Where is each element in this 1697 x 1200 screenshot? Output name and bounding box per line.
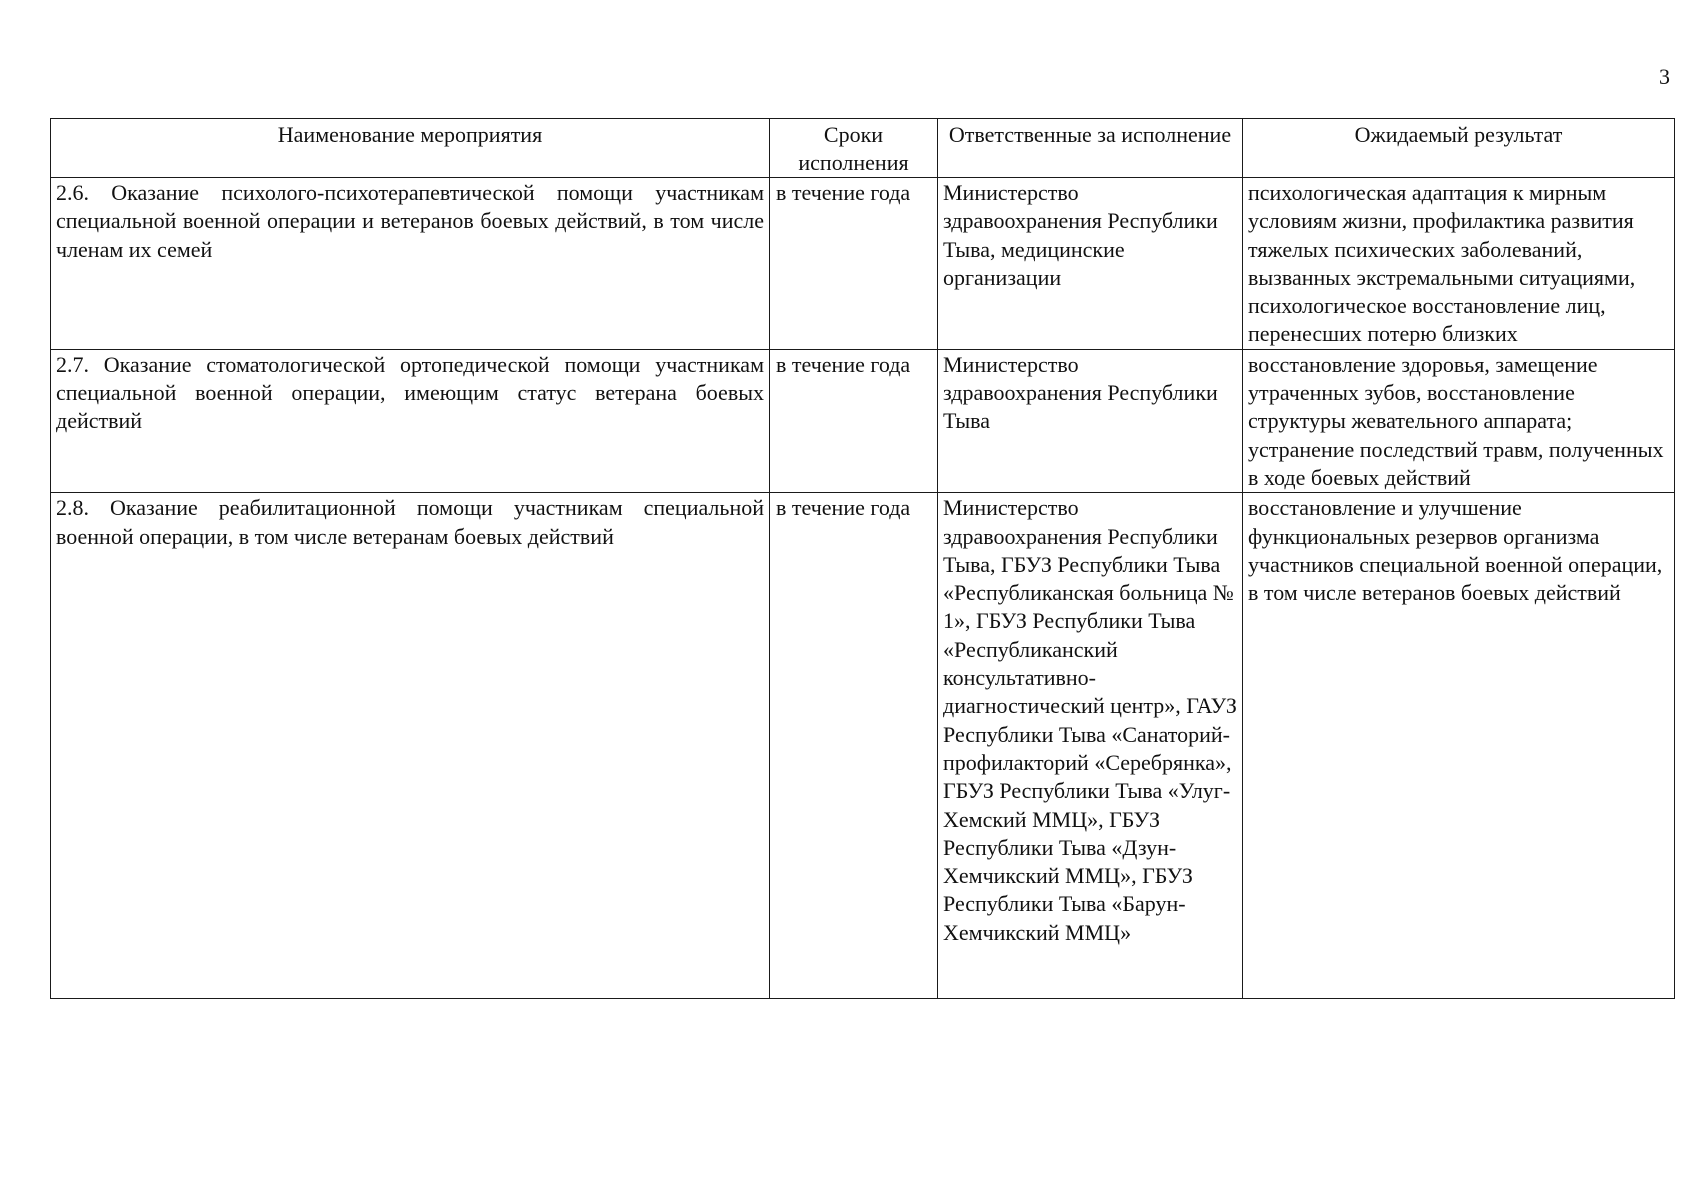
- cell-responsible: Министерство здравоохранения Республики Тыва, медицинские организации: [938, 178, 1243, 350]
- cell-measure: 2.6. Оказание психолого-психотерапевтической помощи участникам специальной военной операции и ветеранов боевых действий, в том числе членам их семей: [51, 178, 770, 350]
- table-row: [51, 178, 1675, 350]
- table-row: [51, 493, 1675, 999]
- cell-measure: 2.7. Оказание стоматологической ортопедической помощи участникам специальной военной операции, имеющим статус ветерана боевых действий: [51, 349, 770, 492]
- table-header-row: [51, 119, 1675, 178]
- cell-deadline: в течение года: [770, 349, 938, 492]
- cell-measure: 2.8. Оказание реабилитационной помощи участникам специальной военной операции, в том числе ветеранам боевых действий: [51, 493, 770, 999]
- measures-table: [50, 118, 1675, 999]
- table-row: [51, 349, 1675, 492]
- cell-deadline: в течение года: [770, 493, 938, 999]
- header-deadline: Сроки исполнения: [770, 119, 938, 178]
- page-number: 3: [1659, 64, 1670, 89]
- cell-result: психологическая адаптация к мирным условиям жизни, профилактика развития тяжелых психических заболеваний, вызванных экстремальными ситуациями, психологическое восстановление лиц, перенесших потерю близких: [1243, 178, 1675, 350]
- header-responsible: Ответственные за исполнение: [938, 119, 1243, 178]
- cell-result: восстановление и улучшение функциональных резервов организма участников специальной военной операции, в том числе ветеранов боевых действий: [1243, 493, 1675, 999]
- header-result: Ожидаемый результат: [1243, 119, 1675, 178]
- cell-result: восстановление здоровья, замещение утраченных зубов, восстановление структуры жевательного аппарата; устранение последствий травм, полученных в ходе боевых действий: [1243, 349, 1675, 492]
- header-measure: Наименование мероприятия: [51, 119, 770, 178]
- cell-responsible: Министерство здравоохранения Республики Тыва: [938, 349, 1243, 492]
- cell-deadline: в течение года: [770, 178, 938, 350]
- cell-responsible: Министерство здравоохранения Республики Тыва, ГБУЗ Республики Тыва «Республиканская больница № 1», ГБУЗ Республики Тыва «Республиканский консультативно-диагностический центр», ГАУЗ Республики Тыва «Санаторий-профилакторий «Серебрянка», ГБУЗ Республики Тыва «Улуг-Хемский ММЦ», ГБУЗ Республики Тыва «Дзун-Хемчикский ММЦ», ГБУЗ Республики Тыва «Барун-Хемчикский ММЦ»: [938, 493, 1243, 999]
